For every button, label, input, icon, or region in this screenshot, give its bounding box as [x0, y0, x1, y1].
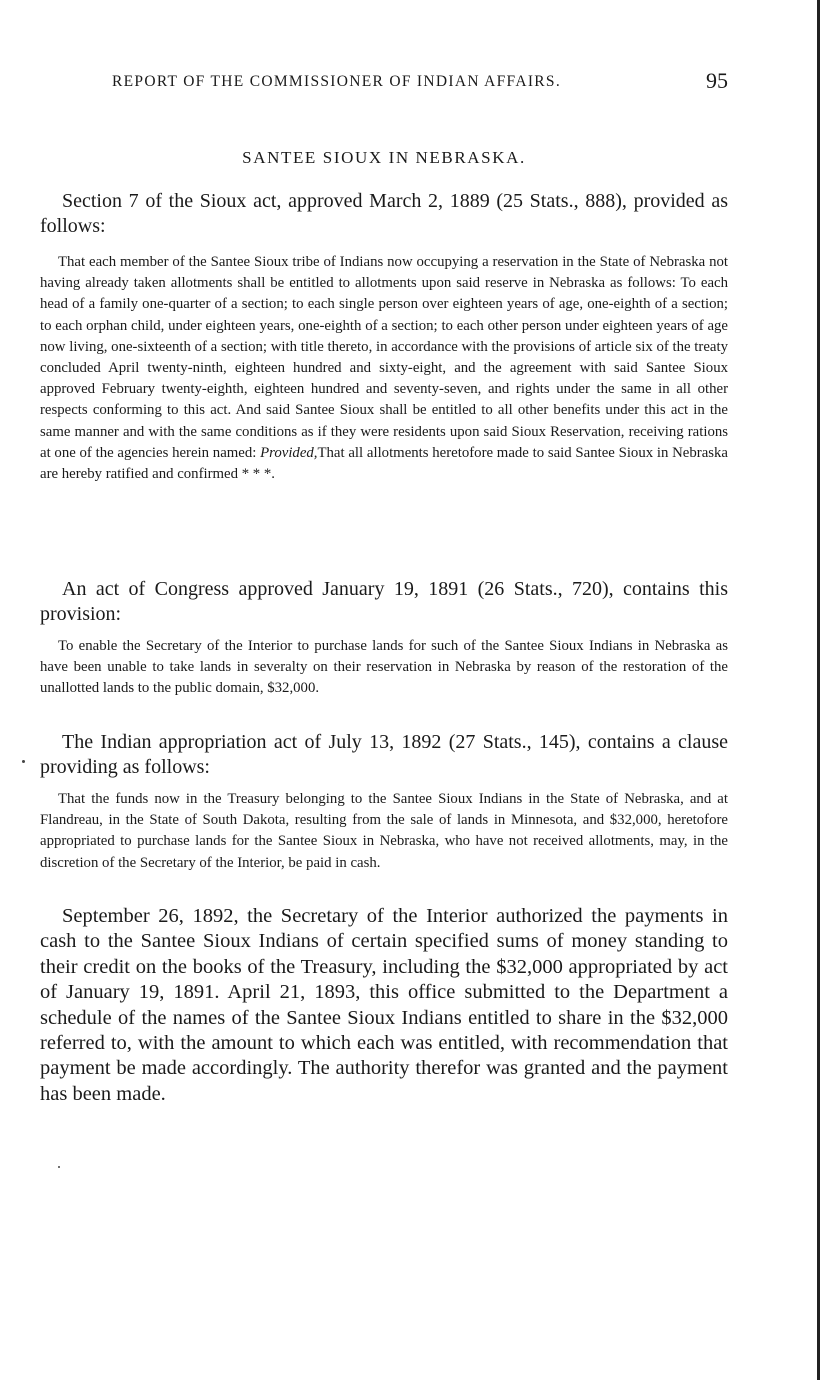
quote-1889-body: That each member of the Santee Sioux tribe of Indians now occupying a reservation in the State of Nebraska not having already taken allotments shall be entitled to allotments upon said reserve in Nebraska as follows: To each head of a family one-quarter of a section; to each single person over eighteen years of age, one-eighth of a section; to each orphan child, under eighteen years, one-eighth of a section; to each other person under eighteen years of age now living, one-sixteenth of a section; with title thereto, in accordance with the provisions of article six of the treaty concluded April twenty-ninth, eighteen hundred and sixty-eight, and the agreement with said Santee Sioux approved February twenty-eighth, eighteen hundred and seventy-seven, and rights under the same in all other respects conforming to this act. And said Santee Sioux shall be entitled to all other benefits under this act in the same manner and with the same conditions as if they were residents upon said Sioux Reservation, receiving rations at one of the agencies herein named:: [40, 254, 728, 461]
quote-1889-proviso-text: That all allotments heretofore made to said Santee Sioux in Nebraska are hereby ratified and confirmed * * *.: [40, 444, 728, 483]
quote-1889-proviso-label: Provided,: [260, 444, 318, 461]
quote-1892: That the funds now in the Treasury belonging to the Santee Sioux Indians in the State of Nebraska, and at Flandreau, in the State of South Dakota, resulting from the sale of lands in Minnesota, and $32,000, heretofore appropriated to purchase lands for the Santee Sioux in Nebraska, who have not received allotments, may, in the discretion of the Secretary of the Interior, be paid in cash.: [40, 791, 728, 871]
scan-speck: [22, 760, 25, 763]
paragraph-intro-1892: The Indian appropriation act of July 13, 1892 (27 Stats., 145), contains a clause providing as follows:: [40, 731, 728, 778]
running-head-title: REPORT OF THE COMMISSIONER OF INDIAN AFFAIRS.: [112, 73, 562, 90]
paragraph-intro-1889: Section 7 of the Sioux act, approved March 2, 1889 (25 Stats., 888), provided as follows:: [40, 190, 728, 237]
section-title: SANTEE SIOUX IN NEBRASKA.: [242, 148, 526, 167]
page-number: 95: [706, 68, 728, 93]
quote-1889: [40, 252, 728, 485]
scan-speck: [58, 1166, 60, 1168]
paragraph-intro-1891: An act of Congress approved January 19, 1891 (26 Stats., 720), contains this provision:: [40, 578, 728, 625]
running-head: [112, 68, 728, 98]
paragraph-closing: September 26, 1892, the Secretary of the Interior authorized the payments in cash to the Santee Sioux Indians of certain specified sums of money standing to their credit on the books of the Treasury, including the $32,000 appropriated by act of January 19, 1891. April 21, 1893, this office submitted to the Department a schedule of the names of the Santee Sioux Indians entitled to share in the $32,000 referred to, with the amount to which each was entitled, with recommendation that payment be made accordingly. The authority therefor was granted and the payment has been made.: [40, 905, 728, 1105]
quote-1891: To enable the Secretary of the Interior to purchase lands for such of the Santee Sioux Indians in Nebraska as have been unable to take lands in severalty on their reservation in Nebraska by reason of the restoration of the unallotted lands to the public domain, $32,000.: [40, 638, 728, 697]
